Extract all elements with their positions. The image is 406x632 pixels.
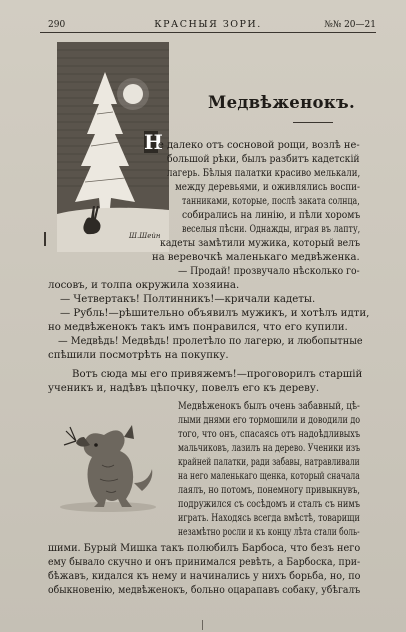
text-line: лосовъ, и толпа окружила хозяина. (48, 280, 240, 291)
page-header (40, 10, 376, 33)
text-line: шими. Бурый Мишка такъ полюбилъ Барбоса, что безъ него (48, 543, 361, 554)
title-rule (293, 122, 333, 123)
text-line: между деревьями, и оживлялись воспи- (175, 182, 360, 193)
dog-illustration (46, 395, 166, 515)
text-line: того, что онъ, спасаясь отъ надоѣдливыхъ (178, 429, 361, 440)
text-line: играть. Находясь всегда вмѣстѣ, товарищи (178, 513, 360, 524)
text-line: е далеко отъ сосновой рощи, возлѣ не- (158, 140, 360, 151)
issue-number: №№ 20—21 (324, 20, 376, 30)
text-line: Вотъ сюда мы его привяжемъ!—проговорилъ старшій (72, 369, 363, 380)
text-line: крайней палатки, ради забавы, натравливали (178, 457, 360, 468)
text-line: спѣшили посмотрѣть на покупку. (48, 350, 229, 361)
journal-title: КРАСНЫЯ ЗОРИ. (154, 19, 262, 30)
text-line: веселыя пѣсни. Однажды, играя въ лапту, (182, 224, 361, 235)
page-number: 290 (48, 20, 66, 30)
text-line: танниками, которые, послѣ заката солнца, (182, 196, 360, 207)
text-line: обыкновенію, медвѣженокъ, больно оцарапавъ собаку, убѣгалъ (48, 585, 361, 596)
text-line: лыми днями его тормошили и доводили до (178, 415, 361, 426)
text-line: — Четвертакъ! Полтинникъ!—кричали кадеты. (60, 294, 316, 305)
text-line: — Рубль!—рѣшительно объявилъ мужикъ, и хотѣлъ идти, (60, 308, 370, 319)
text-line: кадеты замѣтили мужика, который велъ (160, 238, 360, 249)
text-line: подружился съ сосѣдомъ и сталъ съ нимъ (178, 499, 360, 510)
text-line: лаялъ, но потомъ, понемногу привыкнувъ, (178, 485, 360, 496)
page-bottom-mark (202, 620, 203, 630)
text-line: ученикъ и, надѣвъ цѣпочку, повелъ его къ дереву. (48, 383, 320, 394)
text-line: ему бывало скучно и онъ принимался ревѣть, а Барбоска, при- (48, 557, 361, 568)
drop-cap: Н (144, 130, 163, 154)
text-line: на веревочкѣ маленькаго медвѣженка. (152, 252, 360, 263)
text-line: — Продай! прозвучало нѣсколько го- (178, 266, 360, 277)
text-line: но медвѣженокъ такъ имъ понравился, что его купили. (48, 322, 348, 333)
article-title: Медвѣженокъ. (208, 93, 355, 112)
text-line: бѣжавъ, кидался къ нему и начинались у нихъ борьба, но, по (48, 571, 361, 582)
text-line: мальчиковъ, лазилъ на дерево. Ученики изъ (178, 443, 361, 454)
text-line: — Медвѣдь! Медвѣдь! пролетѣло по лагерю, и любопытные (58, 336, 363, 347)
text-line: Медвѣженокъ былъ очень забавный, цѣ- (178, 401, 360, 412)
text-line: собирались на линію, и пѣли хоромъ (182, 210, 361, 221)
margin-mark (44, 232, 46, 246)
svg-text:Ш.Шейн: Ш.Шейн (129, 232, 161, 240)
text-line: на него маленькаго щенка, который сначала (178, 471, 360, 482)
text-line: незамѣтно росли и къ концу лѣта стали боль- (178, 527, 360, 538)
text-line: лагерь. Бѣлыя палатки красиво мелькали, (167, 168, 361, 179)
text-line: большой рѣки, былъ разбитъ кадетскій (167, 154, 360, 165)
